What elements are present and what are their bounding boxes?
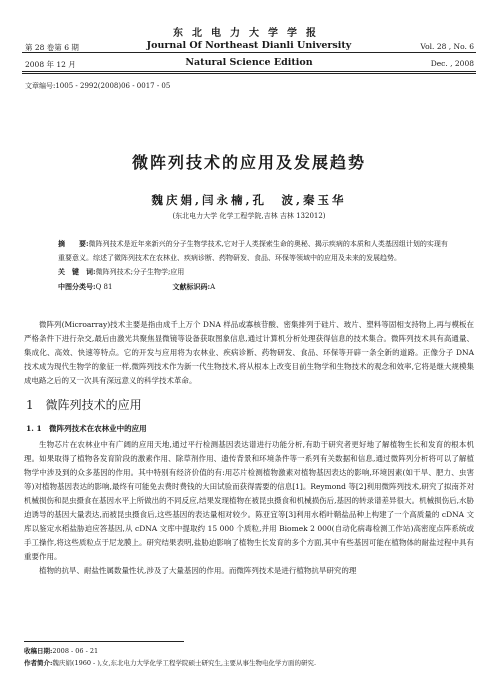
authors: 魏庆娟,闫永楠,孔 波,秦玉华: [151, 193, 347, 207]
intro-paragraph: 微阵列(Microarray)技术主要是指由成千上万个 DNA 样品或寡核苷酸、密集排列于硅片、玻片、塑料等固相支持物上,再与模板在严格条件下进行杂交,最后由激光共聚焦显微镜等设备获取图象信息,通过计算机分析处理获得信息的技术集合。微阵列技术具有高通量、集成化、高效、快速等特点。它的开发与应用将为农林业、疾病诊断、药物研发、食品、环保等开辟一条全新的道路。正像分子 DNA 技术成为现代生物学的象征一样,微阵列技术作为新一代生物技术,将从根本上改变目前生物学和生物技术的观念和效率,它将是继大规模集成电路之后的又一次具有深远意义的科学技术革命。: [24, 320, 474, 385]
volume-issue-cn: 第 28 卷第 6 期: [25, 43, 79, 52]
header-rule-top: [22, 52, 476, 53]
doc-code-value: A: [210, 282, 216, 291]
footnote-rule: [24, 641, 184, 642]
volume-issue-en: Vol. 28 , No. 6: [420, 42, 474, 51]
intro-paragraph-block: [24, 318, 474, 388]
date-cn: 2008 年 12 月: [25, 60, 76, 69]
keywords: [58, 265, 448, 280]
date-en: Dec. , 2008: [430, 59, 474, 68]
body-paragraph-block: [24, 438, 474, 578]
body-paragraph-1: 生物芯片在农林业中有广阔的应用天地,通过平行检测基因表达谱进行功能分析,有助于研究者更好地了解植物生长和发育的根本机理。如果取得了植物各发育阶段的激素作用、除草剂作用、遗传背景和环境条件等一系列有关数据和信息,通过微阵列分析将可以了解植物学中涉及到的众多基因的作用。其中特别有经济价值的有:用芯片检测植物激素对植物基因表达的影响,环境因素(如干旱、肥力、虫害等)对植物基因表达的影响,最终有可能免去费时费钱的大田试验而获得需要的信息[1]。Reymond 等[2]利用微阵列技术,研究了拟南芥对机械损伤和昆虫摄食在基因水平上所做出的不同反应,结果发现植物在被昆虫摄食和机械损伤后,基因的转录谱差异很大。机械损伤后,水胁迫诱导的基因大量表达,而被昆虫摄食后,这些基因的表达量相对较少。陈亚宜等[3]利用水稻叶鞘盐品种上构建了一个高质量的 cDNA 文库以鉴定水稻盐胁迫应答基因,从 cDNA 文库中提取约 15 000 个质粒,并用 Biomek 2 000(自动化病毒检测工作站)高密度点阵系统或手工操作,将这些质粒点于尼龙膜上。研究结果表明,盐胁迫影响了植物生长发育的多个方面,其中有些基因可能在植物体的耐盐过程中具有重要作用。: [24, 440, 474, 561]
clc-label: 中图分类号:: [58, 281, 96, 291]
classification: [58, 280, 448, 295]
journal-name-en: Journal Of Northeast Dianli University: [146, 40, 352, 51]
section-heading: 1 微阵列技术的应用: [26, 398, 142, 412]
abstract-block: [58, 237, 448, 294]
clc-value: Q 81: [95, 282, 113, 291]
abstract-label: 摘 要:: [58, 239, 89, 248]
footnote: [24, 645, 316, 669]
doc-code-label: 文献标识码:: [172, 281, 211, 291]
header-rule-bottom: [22, 71, 476, 72]
author-bio-text: 魏庆娟(1960 - ),女,东北电力大学化学工程学院硕士研究生,主要从事生物电化学方面的研究.: [52, 659, 317, 667]
subsection-heading: 1. 1 微阵列技术在农林业中的应用: [26, 424, 147, 433]
received-date: [24, 645, 316, 657]
journal-edition: Natural Science Edition: [185, 57, 313, 68]
received-value: 2008 - 06 - 21: [52, 647, 99, 655]
abstract: [58, 237, 448, 265]
paper-title: 微阵列技术的应用及发展趋势: [131, 153, 366, 172]
keywords-label: 关 键 词:: [58, 267, 96, 276]
article-number: 文章编号:1005 - 2992(2008)06 - 0017 - 05: [25, 82, 171, 90]
received-label: 收稿日期:: [24, 647, 53, 655]
author-bio: [24, 657, 316, 669]
header-rule-thin: [22, 73, 476, 74]
author-bio-label: 作者简介:: [24, 659, 53, 667]
affiliation: (东北电力大学 化学工程学院,吉林 吉林 132012): [172, 212, 326, 220]
abstract-text: 微阵列技术是近年来新兴的分子生物学技术,它对于人类探索生命的奥秘、揭示疾病的本质和人类基因组计划的实现有重要意义。综述了微阵列技术在农林业、疾病诊断、药物研发、食品、环保等领域中的应用及未来的发展趋势。: [58, 240, 448, 262]
body-paragraph-2: 植物的抗旱、耐盐性属数量性状,涉及了大量基因的作用。而微阵列技术是进行植物抗旱研究的理: [39, 566, 357, 575]
keywords-text: 微阵列技术;分子生物学;应用: [95, 268, 185, 276]
journal-name-cn: 东北电力大学学报: [173, 28, 325, 39]
